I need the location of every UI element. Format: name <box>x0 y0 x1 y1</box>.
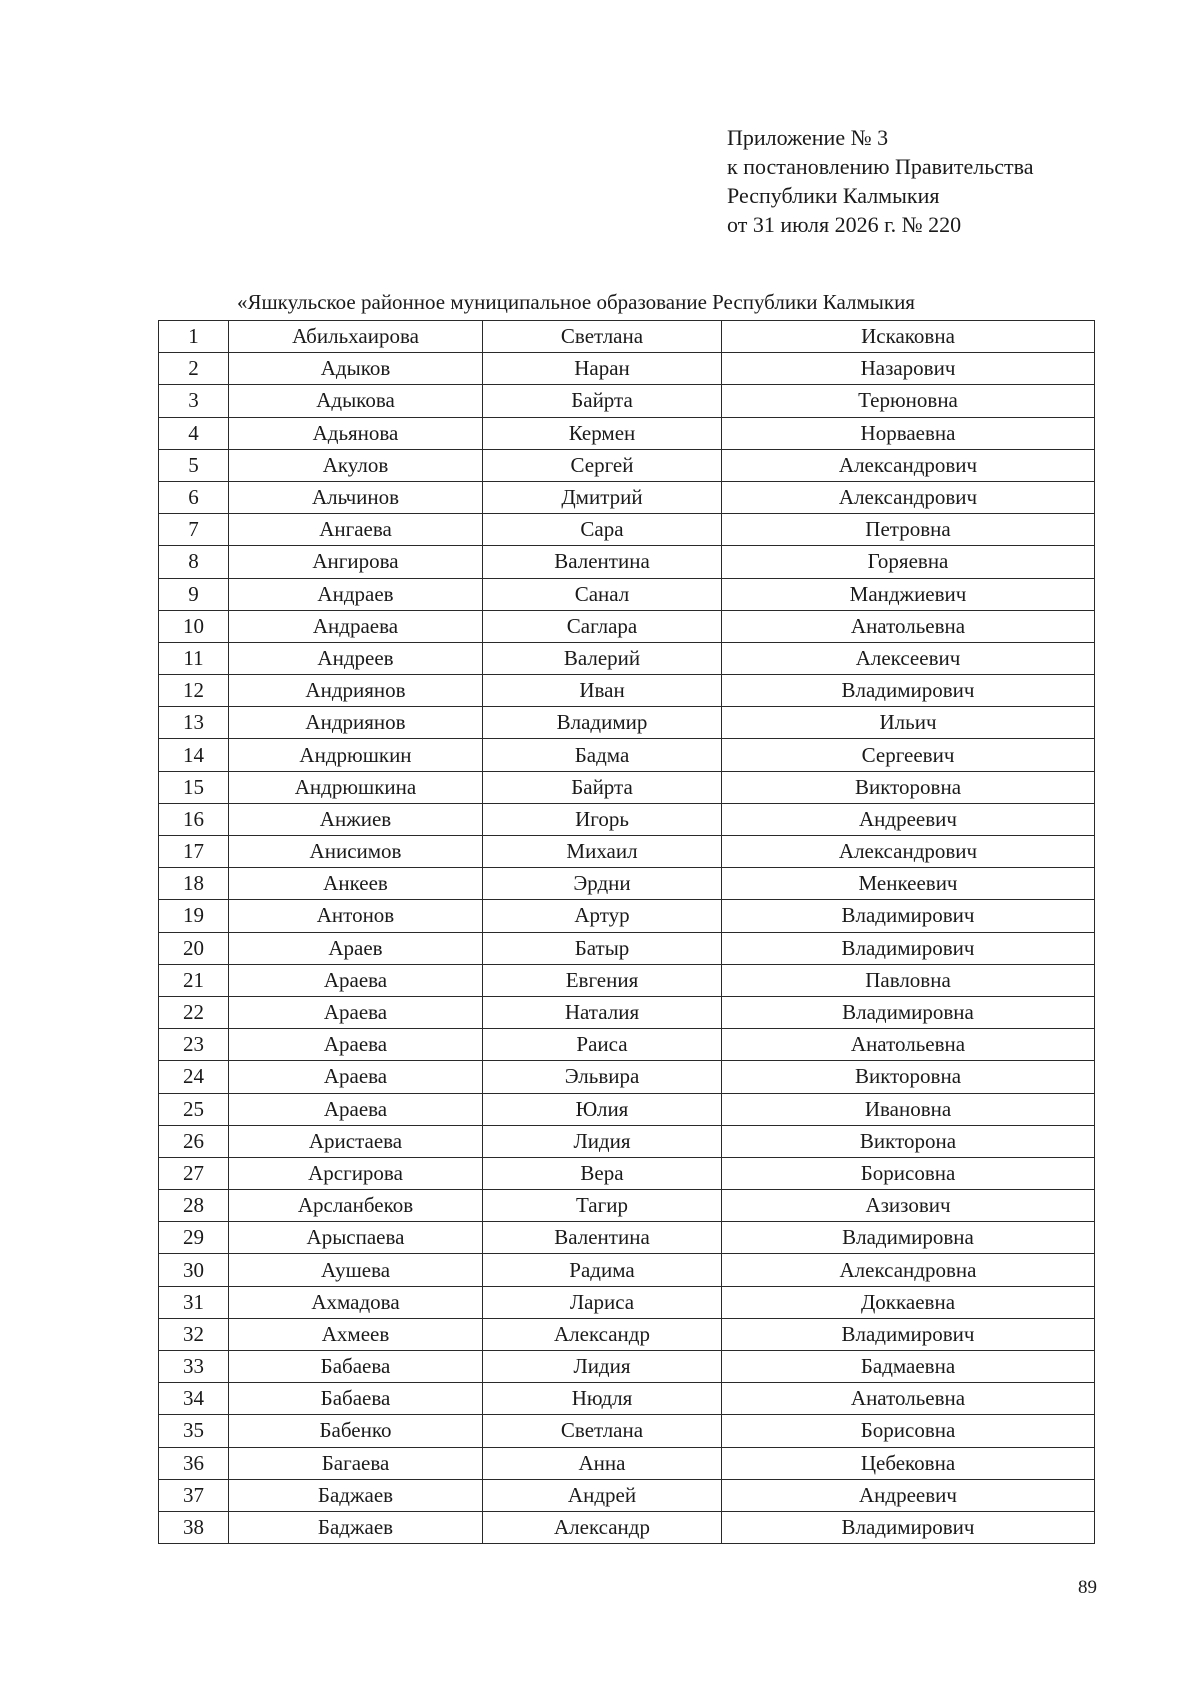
table-row <box>159 610 1095 642</box>
table-row <box>159 417 1095 449</box>
last-name-cell: Андрюшкина <box>229 771 483 803</box>
first-name-cell: Наран <box>483 353 722 385</box>
first-name-cell: Александр <box>483 1511 722 1543</box>
last-name-cell: Араева <box>229 1093 483 1125</box>
last-name-cell: Арыспаева <box>229 1222 483 1254</box>
row-number-cell: 4 <box>159 417 229 449</box>
last-name-cell: Араева <box>229 1029 483 1061</box>
patronymic-cell: Владимирович <box>722 932 1095 964</box>
table-row <box>159 1383 1095 1415</box>
first-name-cell: Радима <box>483 1254 722 1286</box>
first-name-cell: Александр <box>483 1318 722 1350</box>
row-number-cell: 36 <box>159 1447 229 1479</box>
last-name-cell: Андраева <box>229 610 483 642</box>
last-name-cell: Адыкова <box>229 385 483 417</box>
first-name-cell: Сергей <box>483 449 722 481</box>
table-row <box>159 321 1095 353</box>
table-row <box>159 449 1095 481</box>
last-name-cell: Анисимов <box>229 836 483 868</box>
table-title: «Яшкульское районное муниципальное образование Республики Калмыкия <box>237 290 915 314</box>
patronymic-cell: Андреевич <box>722 803 1095 835</box>
last-name-cell: Арсланбеков <box>229 1190 483 1222</box>
last-name-cell: Абильхаирова <box>229 321 483 353</box>
row-number-cell: 12 <box>159 675 229 707</box>
appendix-header <box>727 123 1033 239</box>
table-row <box>159 707 1095 739</box>
row-number-cell: 19 <box>159 900 229 932</box>
first-name-cell: Артур <box>483 900 722 932</box>
table-row <box>159 514 1095 546</box>
row-number-cell: 14 <box>159 739 229 771</box>
row-number-cell: 26 <box>159 1125 229 1157</box>
patronymic-cell: Александрович <box>722 449 1095 481</box>
row-number-cell: 38 <box>159 1511 229 1543</box>
last-name-cell: Араева <box>229 964 483 996</box>
patronymic-cell: Норваевна <box>722 417 1095 449</box>
table-row <box>159 900 1095 932</box>
patronymic-cell: Анатольевна <box>722 1383 1095 1415</box>
last-name-cell: Бабаева <box>229 1351 483 1383</box>
patronymic-cell: Александровна <box>722 1254 1095 1286</box>
first-name-cell: Игорь <box>483 803 722 835</box>
first-name-cell: Наталия <box>483 996 722 1028</box>
last-name-cell: Араева <box>229 1061 483 1093</box>
last-name-cell: Баджаев <box>229 1479 483 1511</box>
last-name-cell: Баджаев <box>229 1511 483 1543</box>
first-name-cell: Светлана <box>483 1415 722 1447</box>
table-row <box>159 675 1095 707</box>
last-name-cell: Бабенко <box>229 1415 483 1447</box>
table-row <box>159 353 1095 385</box>
last-name-cell: Адьянова <box>229 417 483 449</box>
table-row <box>159 1125 1095 1157</box>
patronymic-cell: Александрович <box>722 836 1095 868</box>
first-name-cell: Андрей <box>483 1479 722 1511</box>
row-number-cell: 24 <box>159 1061 229 1093</box>
patronymic-cell: Андреевич <box>722 1479 1095 1511</box>
first-name-cell: Саглара <box>483 610 722 642</box>
patronymic-cell: Бадмаевна <box>722 1351 1095 1383</box>
first-name-cell: Валентина <box>483 1222 722 1254</box>
row-number-cell: 2 <box>159 353 229 385</box>
table-row <box>159 546 1095 578</box>
table-row <box>159 1222 1095 1254</box>
first-name-cell: Иван <box>483 675 722 707</box>
patronymic-cell: Цебековна <box>722 1447 1095 1479</box>
last-name-cell: Араева <box>229 996 483 1028</box>
row-number-cell: 3 <box>159 385 229 417</box>
patronymic-cell: Ильич <box>722 707 1095 739</box>
republic-name: Республики Калмыкия <box>727 183 940 208</box>
patronymic-cell: Викторовна <box>722 1061 1095 1093</box>
last-name-cell: Багаева <box>229 1447 483 1479</box>
row-number-cell: 23 <box>159 1029 229 1061</box>
patronymic-cell: Владимирович <box>722 1318 1095 1350</box>
first-name-cell: Лариса <box>483 1286 722 1318</box>
patronymic-cell: Искаковна <box>722 321 1095 353</box>
last-name-cell: Андриянов <box>229 675 483 707</box>
patronymic-cell: Борисовна <box>722 1157 1095 1189</box>
table-row <box>159 964 1095 996</box>
patronymic-cell: Алексеевич <box>722 642 1095 674</box>
table-row <box>159 836 1095 868</box>
row-number-cell: 18 <box>159 868 229 900</box>
first-name-cell: Бадма <box>483 739 722 771</box>
last-name-cell: Араев <box>229 932 483 964</box>
last-name-cell: Альчинов <box>229 481 483 513</box>
table-row <box>159 1061 1095 1093</box>
first-name-cell: Анна <box>483 1447 722 1479</box>
row-number-cell: 5 <box>159 449 229 481</box>
row-number-cell: 33 <box>159 1351 229 1383</box>
persons-table-body <box>159 321 1095 1544</box>
last-name-cell: Андреев <box>229 642 483 674</box>
appendix-number: Приложение № 3 <box>727 125 889 150</box>
first-name-cell: Байрта <box>483 385 722 417</box>
last-name-cell: Андраев <box>229 578 483 610</box>
table-row <box>159 771 1095 803</box>
first-name-cell: Юлия <box>483 1093 722 1125</box>
row-number-cell: 30 <box>159 1254 229 1286</box>
row-number-cell: 28 <box>159 1190 229 1222</box>
row-number-cell: 9 <box>159 578 229 610</box>
patronymic-cell: Терюновна <box>722 385 1095 417</box>
table-row <box>159 1093 1095 1125</box>
last-name-cell: Андриянов <box>229 707 483 739</box>
row-number-cell: 16 <box>159 803 229 835</box>
last-name-cell: Арсгирова <box>229 1157 483 1189</box>
first-name-cell: Сара <box>483 514 722 546</box>
row-number-cell: 20 <box>159 932 229 964</box>
first-name-cell: Тагир <box>483 1190 722 1222</box>
page-number: 89 <box>1078 1577 1097 1598</box>
patronymic-cell: Сергеевич <box>722 739 1095 771</box>
last-name-cell: Ангирова <box>229 546 483 578</box>
table-row <box>159 1447 1095 1479</box>
last-name-cell: Бабаева <box>229 1383 483 1415</box>
patronymic-cell: Анатольевна <box>722 1029 1095 1061</box>
last-name-cell: Акулов <box>229 449 483 481</box>
patronymic-cell: Петровна <box>722 514 1095 546</box>
patronymic-cell: Доккаевна <box>722 1286 1095 1318</box>
patronymic-cell: Павловна <box>722 964 1095 996</box>
first-name-cell: Эрдни <box>483 868 722 900</box>
first-name-cell: Евгения <box>483 964 722 996</box>
patronymic-cell: Ивановна <box>722 1093 1095 1125</box>
patronymic-cell: Александрович <box>722 481 1095 513</box>
row-number-cell: 32 <box>159 1318 229 1350</box>
first-name-cell: Лидия <box>483 1125 722 1157</box>
first-name-cell: Байрта <box>483 771 722 803</box>
row-number-cell: 22 <box>159 996 229 1028</box>
table-row <box>159 642 1095 674</box>
row-number-cell: 31 <box>159 1286 229 1318</box>
table-row <box>159 1511 1095 1543</box>
table-row <box>159 996 1095 1028</box>
table-row <box>159 481 1095 513</box>
first-name-cell: Михаил <box>483 836 722 868</box>
last-name-cell: Анкеев <box>229 868 483 900</box>
table-row <box>159 1254 1095 1286</box>
patronymic-cell: Викторона <box>722 1125 1095 1157</box>
last-name-cell: Аристаева <box>229 1125 483 1157</box>
patronymic-cell: Назарович <box>722 353 1095 385</box>
patronymic-cell: Горяевна <box>722 546 1095 578</box>
first-name-cell: Кермен <box>483 417 722 449</box>
row-number-cell: 21 <box>159 964 229 996</box>
table-row <box>159 578 1095 610</box>
table-row <box>159 932 1095 964</box>
resolution-date: от 31 июля 2026 г. № 220 <box>727 212 962 237</box>
first-name-cell: Санал <box>483 578 722 610</box>
patronymic-cell: Анатольевна <box>722 610 1095 642</box>
table-row <box>159 803 1095 835</box>
first-name-cell: Раиса <box>483 1029 722 1061</box>
persons-table <box>158 320 1095 1544</box>
table-row <box>159 1190 1095 1222</box>
patronymic-cell: Владимирович <box>722 675 1095 707</box>
first-name-cell: Дмитрий <box>483 481 722 513</box>
row-number-cell: 7 <box>159 514 229 546</box>
row-number-cell: 6 <box>159 481 229 513</box>
last-name-cell: Анжиев <box>229 803 483 835</box>
row-number-cell: 1 <box>159 321 229 353</box>
patronymic-cell: Менкеевич <box>722 868 1095 900</box>
table-row <box>159 1415 1095 1447</box>
row-number-cell: 34 <box>159 1383 229 1415</box>
first-name-cell: Лидия <box>483 1351 722 1383</box>
patronymic-cell: Азизович <box>722 1190 1095 1222</box>
patronymic-cell: Владимировна <box>722 1222 1095 1254</box>
row-number-cell: 8 <box>159 546 229 578</box>
resolution-reference: к постановлению Правительства <box>727 154 1034 179</box>
last-name-cell: Ахмадова <box>229 1286 483 1318</box>
row-number-cell: 37 <box>159 1479 229 1511</box>
table-row <box>159 1479 1095 1511</box>
table-row <box>159 1318 1095 1350</box>
first-name-cell: Владимир <box>483 707 722 739</box>
row-number-cell: 11 <box>159 642 229 674</box>
last-name-cell: Адыков <box>229 353 483 385</box>
patronymic-cell: Викторовна <box>722 771 1095 803</box>
first-name-cell: Вера <box>483 1157 722 1189</box>
table-row <box>159 868 1095 900</box>
table-row <box>159 739 1095 771</box>
table-row <box>159 1286 1095 1318</box>
last-name-cell: Ангаева <box>229 514 483 546</box>
patronymic-cell: Владимирович <box>722 1511 1095 1543</box>
first-name-cell: Батыр <box>483 932 722 964</box>
row-number-cell: 17 <box>159 836 229 868</box>
first-name-cell: Валентина <box>483 546 722 578</box>
last-name-cell: Андрюшкин <box>229 739 483 771</box>
row-number-cell: 13 <box>159 707 229 739</box>
row-number-cell: 27 <box>159 1157 229 1189</box>
patronymic-cell: Борисовна <box>722 1415 1095 1447</box>
row-number-cell: 15 <box>159 771 229 803</box>
row-number-cell: 10 <box>159 610 229 642</box>
last-name-cell: Ахмеев <box>229 1318 483 1350</box>
patronymic-cell: Владимирович <box>722 900 1095 932</box>
first-name-cell: Нюдля <box>483 1383 722 1415</box>
patronymic-cell: Владимировна <box>722 996 1095 1028</box>
table-row <box>159 1157 1095 1189</box>
first-name-cell: Валерий <box>483 642 722 674</box>
row-number-cell: 25 <box>159 1093 229 1125</box>
last-name-cell: Антонов <box>229 900 483 932</box>
table-row <box>159 385 1095 417</box>
row-number-cell: 29 <box>159 1222 229 1254</box>
table-row <box>159 1029 1095 1061</box>
first-name-cell: Эльвира <box>483 1061 722 1093</box>
row-number-cell: 35 <box>159 1415 229 1447</box>
table-row <box>159 1351 1095 1383</box>
last-name-cell: Аушева <box>229 1254 483 1286</box>
patronymic-cell: Манджиевич <box>722 578 1095 610</box>
first-name-cell: Светлана <box>483 321 722 353</box>
